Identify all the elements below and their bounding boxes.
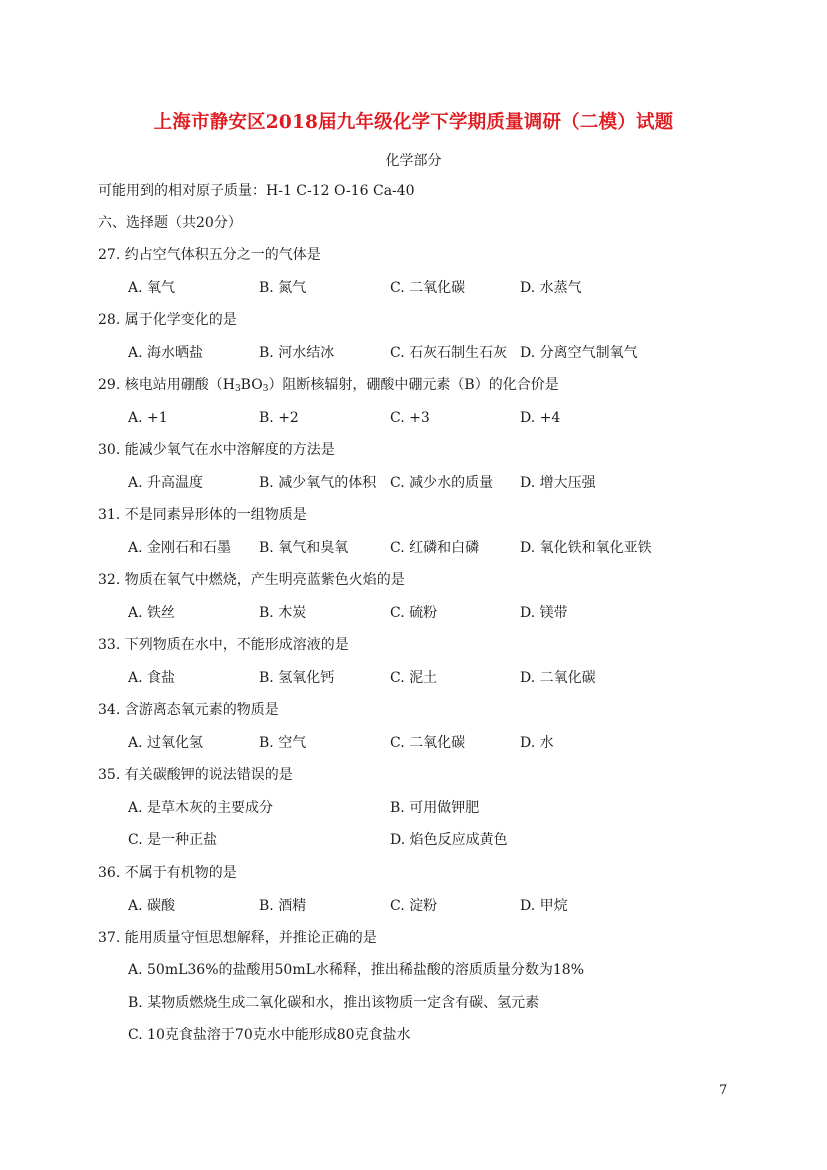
q36-option-b: B. 酒精 (259, 898, 307, 914)
q30-option-c: C. 减少水的质量 (390, 475, 494, 491)
question-31: 31. 不是同素异形体的一组物质是 (98, 507, 307, 523)
q30-option-a: A. 升高温度 (128, 475, 204, 491)
q29-text-post: ）阻断核辐射，硼酸中硼元素（B）的化合价是 (268, 377, 559, 393)
question-29 (98, 375, 559, 399)
q28-option-d: D. 分离空气制氧气 (520, 345, 638, 361)
q29-option-b: B. +2 (259, 410, 299, 426)
q28-option-b: B. 河水结冰 (259, 345, 335, 361)
q37-option-c: C. 10克食盐溶于70克水中能形成80克食盐水 (128, 1027, 411, 1043)
q34-option-d: D. 水 (520, 735, 554, 751)
q28-option-a: A. 海水晒盐 (128, 345, 204, 361)
q29-text-pre: 29. 核电站用硼酸（H (98, 377, 235, 393)
question-36: 36. 不属于有机物的是 (98, 865, 237, 881)
q36-option-d: D. 甲烷 (520, 898, 568, 914)
q31-option-d: D. 氧化铁和氧化亚铁 (520, 540, 652, 556)
q27-option-d: D. 水蒸气 (520, 280, 582, 296)
q29-subscript-2: 3 (262, 384, 269, 394)
q27-option-c: C. 二氧化碳 (390, 280, 466, 296)
section-heading: 六、选择题（共20分） (98, 215, 242, 231)
q33-option-c: C. 泥土 (390, 670, 438, 686)
q30-option-b: B. 减少氧气的体积 (259, 475, 377, 491)
question-34: 34. 含游离态氧元素的物质是 (98, 702, 279, 718)
q35-option-a: A. 是草木灰的主要成分 (128, 800, 274, 816)
q32-option-b: B. 木炭 (259, 605, 307, 621)
q32-option-c: C. 硫粉 (390, 605, 438, 621)
q29-option-d: D. +4 (520, 410, 561, 426)
q31-option-b: B. 氧气和臭氧 (259, 540, 349, 556)
question-33: 33. 下列物质在水中，不能形成溶液的是 (98, 637, 349, 653)
question-32: 32. 物质在氧气中燃烧，产生明亮蓝紫色火焰的是 (98, 572, 405, 588)
q35-option-b: B. 可用做钾肥 (390, 800, 480, 816)
q36-option-c: C. 淀粉 (390, 898, 438, 914)
q27-option-b: B. 氮气 (259, 280, 307, 296)
q32-option-a: A. 铁丝 (128, 605, 176, 621)
q35-option-c: C. 是一种正盐 (128, 832, 218, 848)
q33-option-d: D. 二氧化碳 (520, 670, 596, 686)
q36-option-a: A. 碳酸 (128, 898, 176, 914)
q29-text-mid: BO (240, 377, 263, 393)
q28-option-c: C. 石灰石制生石灰 (390, 345, 508, 361)
question-35: 35. 有关碳酸钾的说法错误的是 (98, 767, 293, 783)
q34-option-a: A. 过氧化氢 (128, 735, 204, 751)
q33-option-b: B. 氢氧化钙 (259, 670, 335, 686)
question-28: 28. 属于化学变化的是 (98, 312, 237, 328)
q37-option-b: B. 某物质燃烧生成二氧化碳和水，推出该物质一定含有碳、氢元素 (128, 995, 540, 1011)
q29-subscript-1: 3 (234, 384, 241, 394)
atomic-masses-line: 可能用到的相对原子质量：H-1 C-12 O-16 Ca-40 (98, 183, 415, 199)
q33-option-a: A. 食盐 (128, 670, 176, 686)
q34-option-c: C. 二氧化碳 (390, 735, 466, 751)
page-number: 7 (719, 1083, 728, 1098)
q30-option-d: D. 增大压强 (520, 475, 596, 491)
section-subtitle: 化学部分 (385, 153, 442, 169)
question-30: 30. 能减少氧气在水中溶解度的方法是 (98, 442, 335, 458)
q34-option-b: B. 空气 (259, 735, 307, 751)
question-27: 27. 约占空气体积五分之一的气体是 (98, 247, 321, 263)
q29-option-a: A. +1 (128, 410, 168, 426)
q37-option-a: A. 50mL36%的盐酸用50mL水稀释，推出稀盐酸的溶质质量分数为18% (128, 962, 585, 978)
q35-option-d: D. 焰色反应成黄色 (390, 832, 508, 848)
document-title: 上海市静安区2018届九年级化学下学期质量调研（二模）试题 (153, 112, 674, 133)
q31-option-a: A. 金刚石和石墨 (128, 540, 232, 556)
q31-option-c: C. 红磷和白磷 (390, 540, 480, 556)
q32-option-d: D. 镁带 (520, 605, 568, 621)
q29-option-c: C. +3 (390, 410, 430, 426)
question-37: 37. 能用质量守恒思想解释，并推论正确的是 (98, 930, 377, 946)
q27-option-a: A. 氧气 (128, 280, 176, 296)
